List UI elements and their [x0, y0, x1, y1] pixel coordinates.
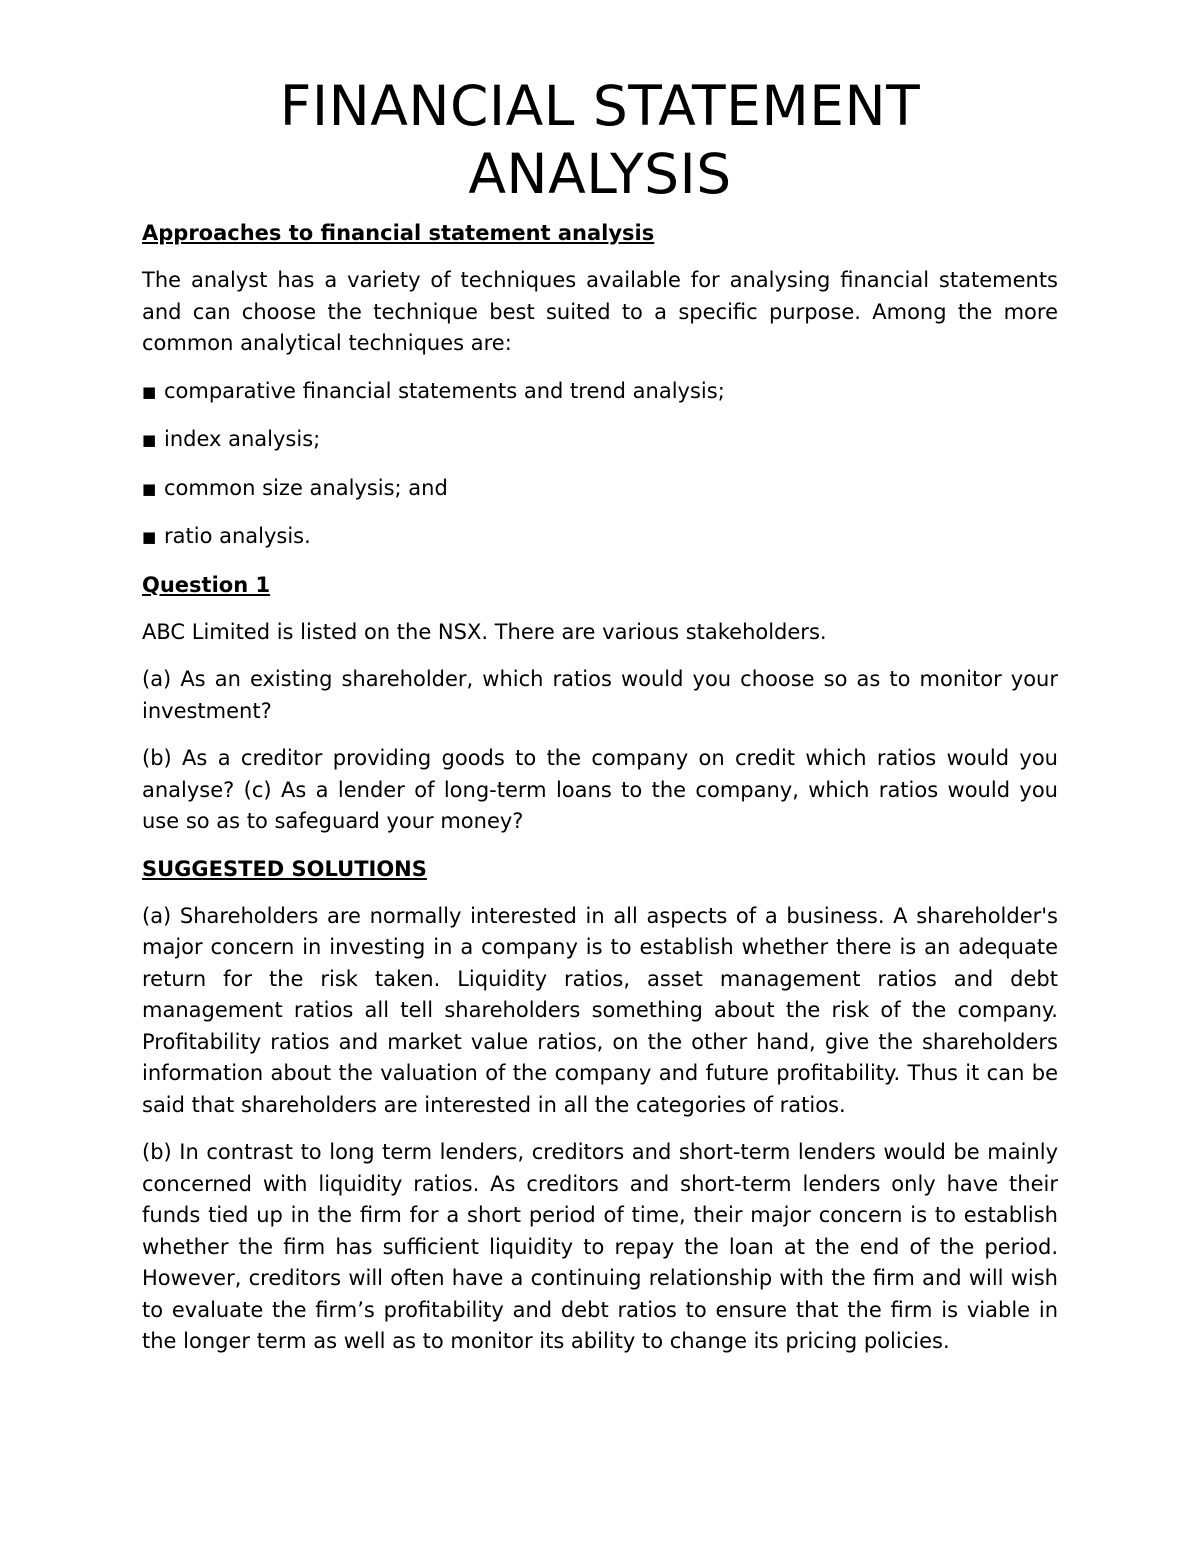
question-part-b: (b) As a creditor providing goods to the company on credit which ratios would you analyse? (c) As a lender of long-term loans to the company, which ratios would you use so as to safeguard your money?	[142, 746, 1058, 833]
solution-answer-b: (b) In contrast to long term lenders, creditors and short-term lenders would be mainly concerned with liquidity ratios. As creditors and short-term lenders only have their funds tied up in the firm for a short period of time, their major concern is to establish whether the firm has sufficient liquidity to repay the loan at the end of the period. However, creditors will often have a continuing relationship with the firm and will wish to evaluate the firm’s profitability and debt ratios to ensure that the firm is viable in the longer term as well as to monitor its ability to change its pricing policies.	[142, 1140, 1058, 1353]
title-line-2: ANALYSIS	[468, 142, 732, 206]
list-item-text: comparative financial statements and trend analysis;	[164, 378, 725, 403]
list-item-text: ratio analysis.	[164, 524, 311, 548]
bullet-square-icon: ■	[142, 528, 157, 546]
solutions-heading: SUGGESTED SOLUTIONS	[142, 856, 427, 881]
list-item	[142, 376, 1058, 408]
document-title	[142, 72, 1058, 208]
bullet-square-icon: ■	[142, 382, 157, 401]
list-item	[142, 521, 1058, 553]
title-line-1: FINANCIAL STATEMENT	[279, 74, 921, 138]
bullet-square-icon: ■	[142, 479, 157, 498]
document-page	[142, 72, 1058, 1374]
question-heading: Question 1	[142, 572, 271, 597]
approaches-heading: Approaches to financial statement analysis	[142, 221, 655, 245]
bullet-square-icon: ■	[142, 431, 157, 449]
approaches-intro: The analyst has a variety of techniques available for analysing financial statements and can choose the technique best suited to a specific purpose. Among the more common analytical techniques are:	[142, 268, 1058, 355]
solution-answer-a: (a) Shareholders are normally interested in all aspects of a business. A shareholder's major concern in investing in a company is to establish whether there is an adequate return for the risk taken. Liquidity ratios, asset management ratios and debt management ratios all tell shareholders something about the risk of the company. Profitability ratios and market value ratios, on the other hand, give the shareholders information about the valuation of the company and future profitability. Thus it can be said that shareholders are interested in all the categories of ratios.	[142, 903, 1058, 1117]
question-part-a: (a) As an existing shareholder, which ratios would you choose so as to monitor your investment?	[142, 667, 1058, 723]
list-item	[142, 473, 1058, 505]
list-item-text: common size analysis; and	[164, 475, 448, 500]
question-intro: ABC Limited is listed on the NSX. There are various stakeholders.	[142, 619, 827, 644]
list-item-text: index analysis;	[164, 427, 321, 451]
list-item	[142, 424, 1058, 456]
